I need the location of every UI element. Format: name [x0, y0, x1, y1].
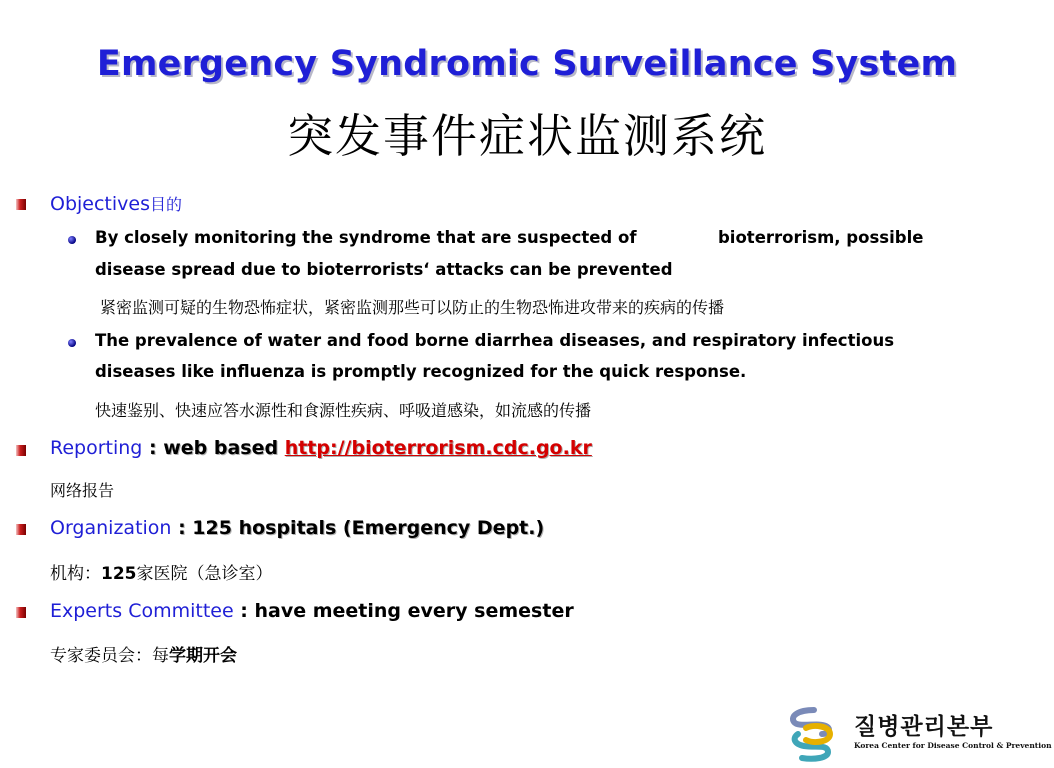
round-bullet-icon: [68, 236, 76, 244]
reporting-link[interactable]: http://bioterrorism.cdc.go.kr: [284, 437, 592, 459]
reporting-chinese: 网络报告: [50, 481, 115, 500]
objective-2-line-2: diseases like influenza is promptly recognized for the quick response.: [95, 362, 747, 381]
reporting-label: Reporting: [50, 437, 143, 459]
red-square-bullet-icon: [16, 607, 26, 618]
organization-line: [50, 517, 544, 539]
experts-zh-prefix: 专家委员会：每: [50, 646, 169, 666]
objectives-heading: [50, 192, 182, 215]
organization-zh-prefix: 机构：: [50, 564, 101, 584]
experts-line: [50, 600, 574, 622]
slide-title-chinese: 突发事件症状监测系统: [287, 109, 767, 163]
objective-2-chinese: 快速鉴别、快速应答水源性和食源性疾病、呼吸道感染，如流感的传播: [95, 401, 592, 420]
objective-1-line-1b: bioterrorism, possible: [718, 228, 924, 247]
slide-title-english: Emergency Syndromic Surveillance System: [96, 44, 958, 84]
objectives-label: Objectives: [50, 193, 150, 215]
objective-2-line-1: The prevalence of water and food borne diarrhea diseases, and respiratory infectious: [95, 331, 895, 350]
reporting-line: [50, 437, 592, 459]
organization-zh-suffix: 家医院（急诊室）: [136, 564, 273, 584]
experts-value: : have meeting every semester: [233, 600, 574, 622]
objective-1-chinese: 紧密监测可疑的生物恐怖症状，紧密监测那些可以防止的生物恐怖进攻带来的疾病的传播: [100, 298, 725, 317]
objectives-label-zh: 目的: [150, 195, 183, 214]
objective-1-line-2: disease spread due to bioterrorists‘ attacks can be prevented: [95, 260, 673, 279]
red-square-bullet-icon: [16, 524, 26, 535]
experts-label: Experts Committee: [50, 600, 234, 622]
reporting-value: : web based: [142, 437, 285, 459]
organization-label: Organization: [50, 517, 172, 539]
logo-english-text: Korea Center for Disease Control & Prevention: [854, 741, 1052, 750]
logo-korean-text: 질병관리본부: [854, 714, 994, 740]
objective-1-line-1a: By closely monitoring the syndrome that are suspected of: [95, 228, 637, 247]
experts-chinese: [50, 641, 237, 666]
experts-zh-bold: 学期开会: [169, 646, 237, 666]
red-square-bullet-icon: [16, 445, 26, 456]
red-square-bullet-icon: [16, 199, 26, 210]
organization-zh-count: 125: [101, 564, 137, 584]
organization-value: : 125 hospitals (Emergency Dept.): [171, 517, 545, 539]
round-bullet-icon: [68, 339, 76, 347]
organization-chinese: [50, 559, 273, 584]
